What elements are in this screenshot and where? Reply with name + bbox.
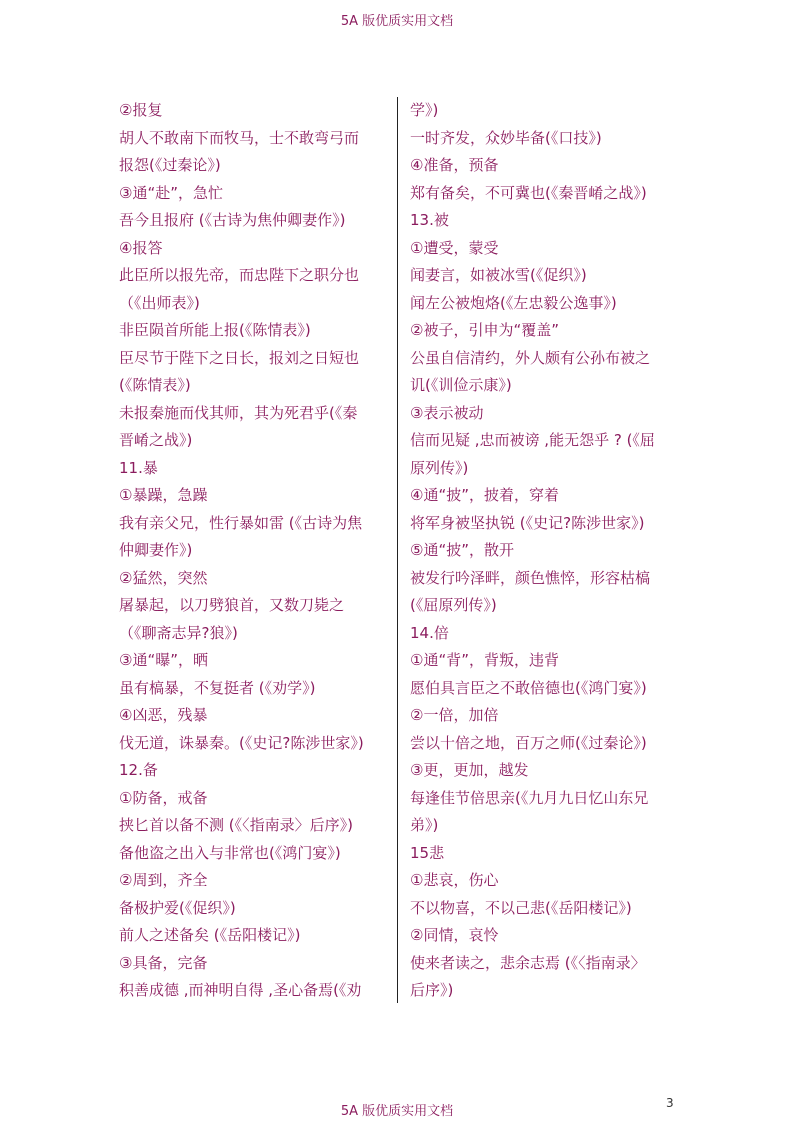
left-column <box>119 97 389 1005</box>
text-line: ①遭受，蒙受 <box>410 238 499 257</box>
text-line: 愿伯具言臣之不敢倍德也(《鸿门宴》) <box>410 678 647 697</box>
text-line: 使来者读之，悲余志焉 (《〈指南录〉 <box>410 953 646 972</box>
text-line: ④报答 <box>119 238 163 257</box>
text-line: ②猛然，突然 <box>119 568 208 587</box>
text-line: 不以物喜，不以己悲(《岳阳楼记》) <box>410 898 632 917</box>
text-line: 此臣所以报先帝，而忠陛下之职分也 <box>119 266 360 284</box>
text-line: 臣尽节于陛下之日长，报刘之日短也 <box>119 348 360 367</box>
text-line: （《出师表》) <box>119 293 200 312</box>
text-line: 将军身被坚执锐 (《史记?陈涉世家》) <box>410 513 645 532</box>
text-line: ③具备，完备 <box>119 953 208 972</box>
text-line: ②周到，齐全 <box>119 871 208 889</box>
text-line: 后序》) <box>410 981 454 999</box>
text-line: ④准备，预备 <box>410 156 499 174</box>
text-line: 公虽自信清约，外人颇有公孙布被之 <box>410 348 651 367</box>
section-heading: 11.暴 <box>119 458 158 477</box>
text-line: ①暴躁，急躁 <box>119 486 208 504</box>
text-line: 讥(《训俭示康》) <box>410 376 512 394</box>
text-line: 前人之述备矣 (《岳阳楼记》) <box>119 926 301 944</box>
text-line: 仲卿妻作》) <box>119 541 193 559</box>
text-line: 每逢佳节倍思亲(《九月九日忆山东兄 <box>410 788 649 807</box>
text-line: 原列传》) <box>410 458 469 477</box>
page-number: 3 <box>666 1096 674 1110</box>
text-line: ②同情，哀怜 <box>410 926 499 944</box>
text-line: （《聊斋志异?狼》) <box>119 623 238 642</box>
text-line: 尝以十倍之地，百万之师(《过秦论》) <box>410 733 647 752</box>
text-line: 备极护爱(《促织》) <box>119 898 236 917</box>
text-line: 未报秦施而伐其师，其为死君乎(《秦 <box>119 403 358 422</box>
section-heading: 14.倍 <box>410 623 449 642</box>
text-line: 学》) <box>410 101 439 119</box>
text-line: 被发行吟泽畔，颜色憔悴，形容枯槁 <box>410 568 651 587</box>
page-footer: 5A 版优质实用文档 <box>340 1104 454 1119</box>
text-line: ③表示被动 <box>410 403 484 422</box>
section-heading: 12.备 <box>119 761 158 779</box>
text-line: 屠暴起，以刀劈狼首，又数刀毙之 <box>119 596 345 614</box>
column-divider <box>397 97 398 1003</box>
text-line: 闻左公被炮烙(《左忠毅公逸事》) <box>410 293 617 312</box>
text-line: ①悲哀，伤心 <box>410 871 499 889</box>
text-line: 积善成德 ,而神明自得 ,圣心备焉(《劝 <box>119 981 362 999</box>
text-line: ②一倍，加倍 <box>410 706 499 724</box>
text-line: ①通“背”，背叛，违背 <box>410 651 559 669</box>
text-line: ③通“赴”，急忙 <box>119 183 223 202</box>
text-line: ②被子，引申为“覆盖” <box>410 321 559 339</box>
text-line: 虽有槁暴，不复挺者 (《劝学》) <box>119 678 316 697</box>
text-line: ⑤通“披”，散开 <box>410 541 514 559</box>
page-header: 5A 版优质实用文档 <box>340 14 454 29</box>
text-line: ①防备，戒备 <box>119 788 208 807</box>
text-line: (《陈情表》) <box>119 376 191 394</box>
text-line: 报怨(《过秦论》) <box>119 156 221 174</box>
text-line: 备他盗之出入与非常也(《鸿门宴》) <box>119 843 341 862</box>
text-line: ④凶恶，残暴 <box>119 706 208 724</box>
text-line: ③通“曝”，晒 <box>119 651 208 669</box>
text-line: 胡人不敢南下而牧马，士不敢弯弓而 <box>119 128 360 147</box>
text-line: 非臣陨首所能上报(《陈情表》) <box>119 321 311 339</box>
text-line: 晋崤之战》) <box>119 431 193 449</box>
text-line: (《屈原列传》) <box>410 596 497 614</box>
text-line: ④通“披”，披着，穿着 <box>410 486 559 504</box>
text-line: 吾今且报府 (《古诗为焦仲卿妻作》) <box>119 211 346 229</box>
text-line: 伐无道，诛暴秦。(《史记?陈涉世家》) <box>119 733 364 752</box>
text-line: 闻妻言，如被冰雪(《促织》) <box>410 266 587 284</box>
text-line: 挟匕首以备不测 (《〈指南录〉后序》) <box>119 816 353 834</box>
section-heading: 13.被 <box>410 211 449 229</box>
section-heading: 15悲 <box>410 843 445 862</box>
text-line: ②报复 <box>119 101 163 119</box>
text-line: 信而见疑 ,忠而被谤 ,能无怨乎 ? (《屈 <box>410 431 655 449</box>
right-column <box>410 97 682 1005</box>
text-line: 一时齐发，众妙毕备(《口技》) <box>410 128 602 147</box>
text-line: 弟》) <box>410 816 439 834</box>
text-line: 郑有备矣，不可冀也(《秦晋崤之战》) <box>410 183 647 202</box>
text-line: ③更，更加，越发 <box>410 761 529 779</box>
text-line: 我有亲父兄，性行暴如雷 (《古诗为焦 <box>119 513 363 532</box>
